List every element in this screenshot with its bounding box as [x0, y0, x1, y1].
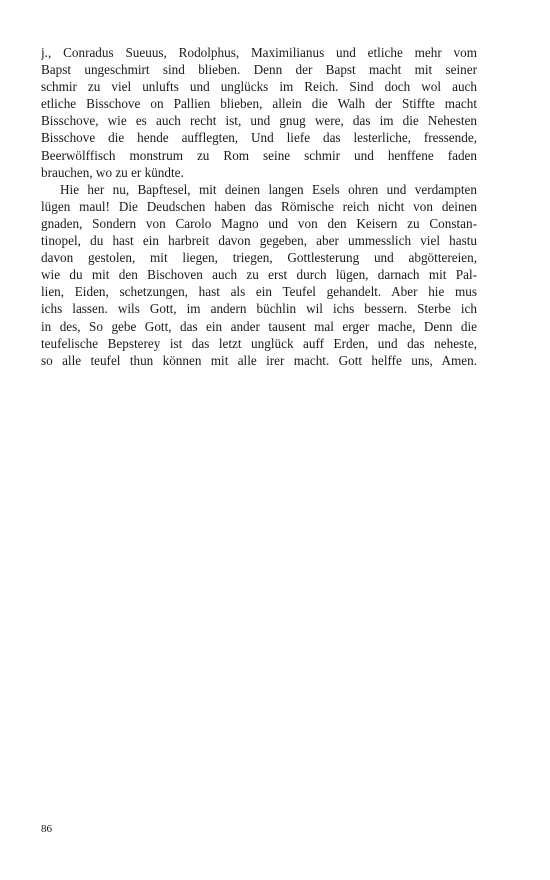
text-line: Bisschove die hende aufflegten, Und liefe das lesterliche, fressende, [41, 130, 477, 146]
text-line: j., Conradus Sueuus, Rodolphus, Maximilianus und etliche mehr vom [41, 45, 477, 60]
text-line: etliche Bisschove on Pallien blieben, allein die Walh der Stiffte macht [41, 96, 477, 112]
text-line: so alle teufel thun können mit alle irer macht. Gott helffe uns, Amen. [41, 352, 477, 368]
body-text [41, 44, 477, 369]
text-line: schmir zu viel unlufts und unglücks im Reich. Sind doch wol auch [41, 79, 477, 95]
text-line: teufelische Bepsterey ist das letzt unglück auff Erden, und das neheste, [41, 335, 477, 351]
text-line: brauchen, wo zu er kündte. [41, 164, 184, 180]
text-line: lügen maul! Die Deudschen haben das Römische reich nicht von deinen [41, 198, 477, 214]
page-number: 86 [41, 823, 52, 835]
paragraph-1 [41, 44, 477, 181]
text-line: Beerwölffisch monstrum zu Rom seine schmir und henffene faden [41, 147, 477, 163]
text-line: Bapst ungeschmirt sind blieben. Denn der Bapst macht mit seiner [41, 62, 477, 78]
text-line: wie du mit den Bischoven auch zu erst durch lügen, darnach mit Pal- [41, 267, 477, 283]
text-line: gnaden, Sondern von Carolo Magno und von den Keisern zu Constan- [41, 215, 477, 231]
paragraph-2 [41, 181, 477, 369]
text-line: tinopel, du hast ein harbreit davon gegeben, aber ummesslich viel hastu [41, 233, 477, 249]
text-line: davon gestolen, mit liegen, triegen, Gottlesterung und abgöttereien, [41, 250, 477, 266]
text-line: Bisschove, wie es auch recht ist, und gnug were, das im die Nehesten [41, 113, 477, 129]
text-line: lien, Eiden, schetzungen, hast als ein Teufel gehandelt. Aber hie mus [41, 284, 477, 300]
text-line: Hie her nu, Bapftesel, mit deinen langen Esels ohren und verdampten [60, 181, 477, 197]
text-line: in des, So gebe Gott, das ein ander tausent mal erger mache, Denn die [41, 318, 477, 334]
text-line: ichs lassen. wils Gott, im andern büchlin wil ichs bessern. Sterbe ich [41, 301, 477, 317]
